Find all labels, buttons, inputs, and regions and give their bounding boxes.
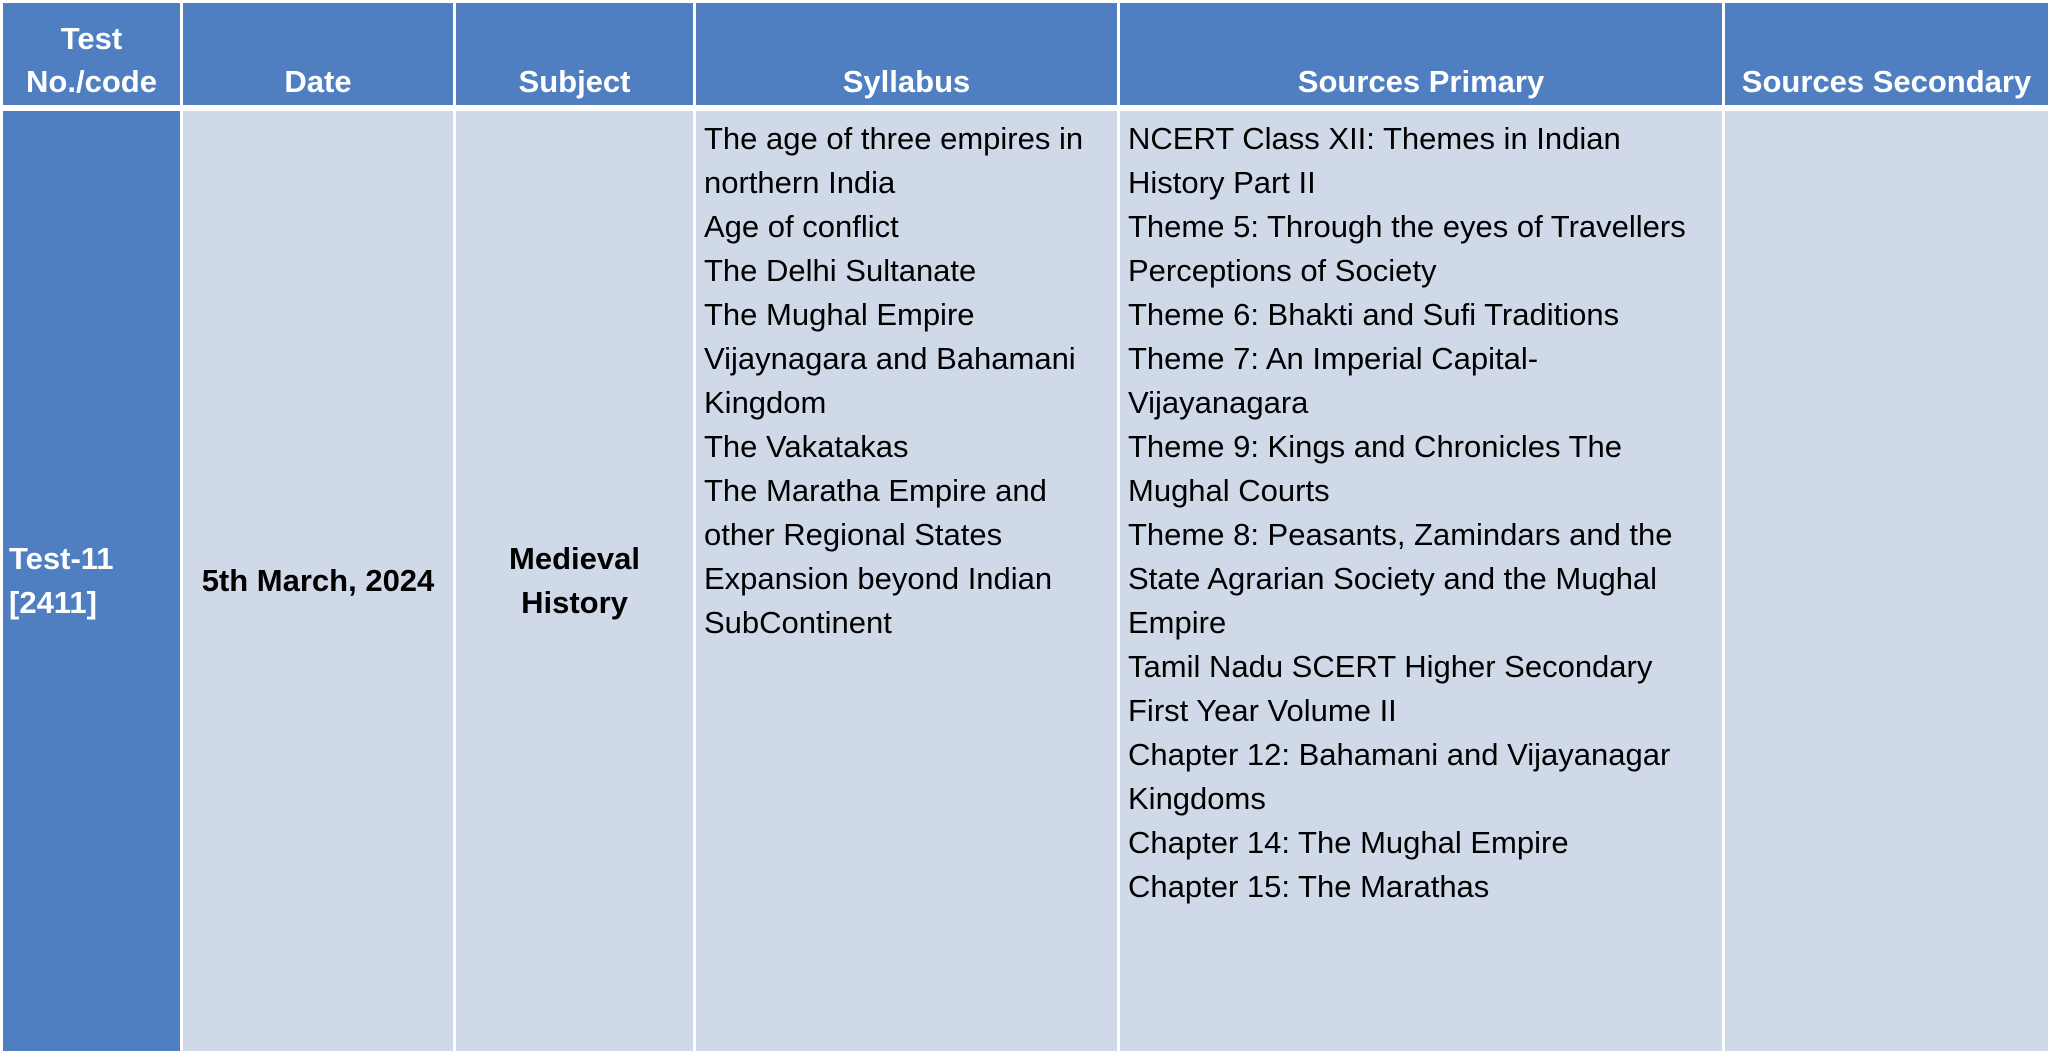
sources-primary-item: Theme 6: Bhakti and Sufi Traditions xyxy=(1128,296,1620,332)
table-header xyxy=(2,2,2048,108)
subject-line2: History xyxy=(521,584,628,620)
sources-primary-item: Theme 5: Through the eyes of Travellers Perceptions of Society xyxy=(1128,208,1686,288)
syllabus-item: Expansion beyond Indian SubContinent xyxy=(704,560,1053,640)
sources-primary-item: Theme 9: Kings and Chronicles The Mughal Courts xyxy=(1128,428,1622,508)
table-row xyxy=(2,108,2048,1053)
syllabus-item: The Vakatakas xyxy=(704,428,909,464)
sources-primary-item: Theme 8: Peasants, Zamindars and the State Agrarian Society and the Mughal Empire xyxy=(1128,516,1673,640)
syllabus-list xyxy=(704,117,1109,645)
sources-primary-item: Theme 7: An Imperial Capital-Vijayanagara xyxy=(1128,340,1539,420)
header-test-code-line1: Test xyxy=(60,20,123,56)
syllabus-item: The Maratha Empire and other Regional States xyxy=(704,472,1047,552)
header-test-code-line2: No./code xyxy=(26,63,157,99)
sources-primary-item: Chapter 12: Bahamani and Vijayanagar Kingdoms xyxy=(1128,736,1671,816)
sources-primary-cell xyxy=(1119,108,1724,1053)
sources-primary-item: Chapter 14: The Mughal Empire xyxy=(1128,824,1569,860)
sources-primary-item: NCERT Class XII: Themes in Indian History Part II xyxy=(1128,120,1621,200)
sources-primary-item: Tamil Nadu SCERT Higher Secondary First Year Volume II xyxy=(1128,648,1653,728)
header-subject: Subject xyxy=(455,2,695,108)
syllabus-item: The Mughal Empire xyxy=(704,296,975,332)
header-test-code xyxy=(2,2,182,108)
sources-primary-list xyxy=(1128,117,1714,909)
header-sources-secondary: Sources Secondary xyxy=(1724,2,2048,108)
subject-line1: Medieval xyxy=(509,540,640,576)
syllabus-item: Age of conflict xyxy=(704,208,899,244)
test-code-line1: Test-11 xyxy=(9,540,114,576)
sources-secondary-cell xyxy=(1724,108,2048,1053)
subject-cell xyxy=(455,108,695,1053)
table-body xyxy=(2,108,2048,1053)
header-sources-primary: Sources Primary xyxy=(1119,2,1724,108)
syllabus-item: Vijaynagara and Bahamani Kingdom xyxy=(704,340,1076,420)
header-date: Date xyxy=(182,2,455,108)
date-cell: 5th March, 2024 xyxy=(182,108,455,1053)
test-code-line2: [2411] xyxy=(9,584,97,620)
sources-primary-item: Chapter 15: The Marathas xyxy=(1128,868,1490,904)
syllabus-item: The age of three empires in northern India xyxy=(704,120,1084,200)
header-syllabus: Syllabus xyxy=(695,2,1119,108)
test-code-cell xyxy=(2,108,182,1053)
syllabus-item: The Delhi Sultanate xyxy=(704,252,977,288)
syllabus-cell xyxy=(695,108,1119,1053)
header-row xyxy=(2,2,2048,108)
